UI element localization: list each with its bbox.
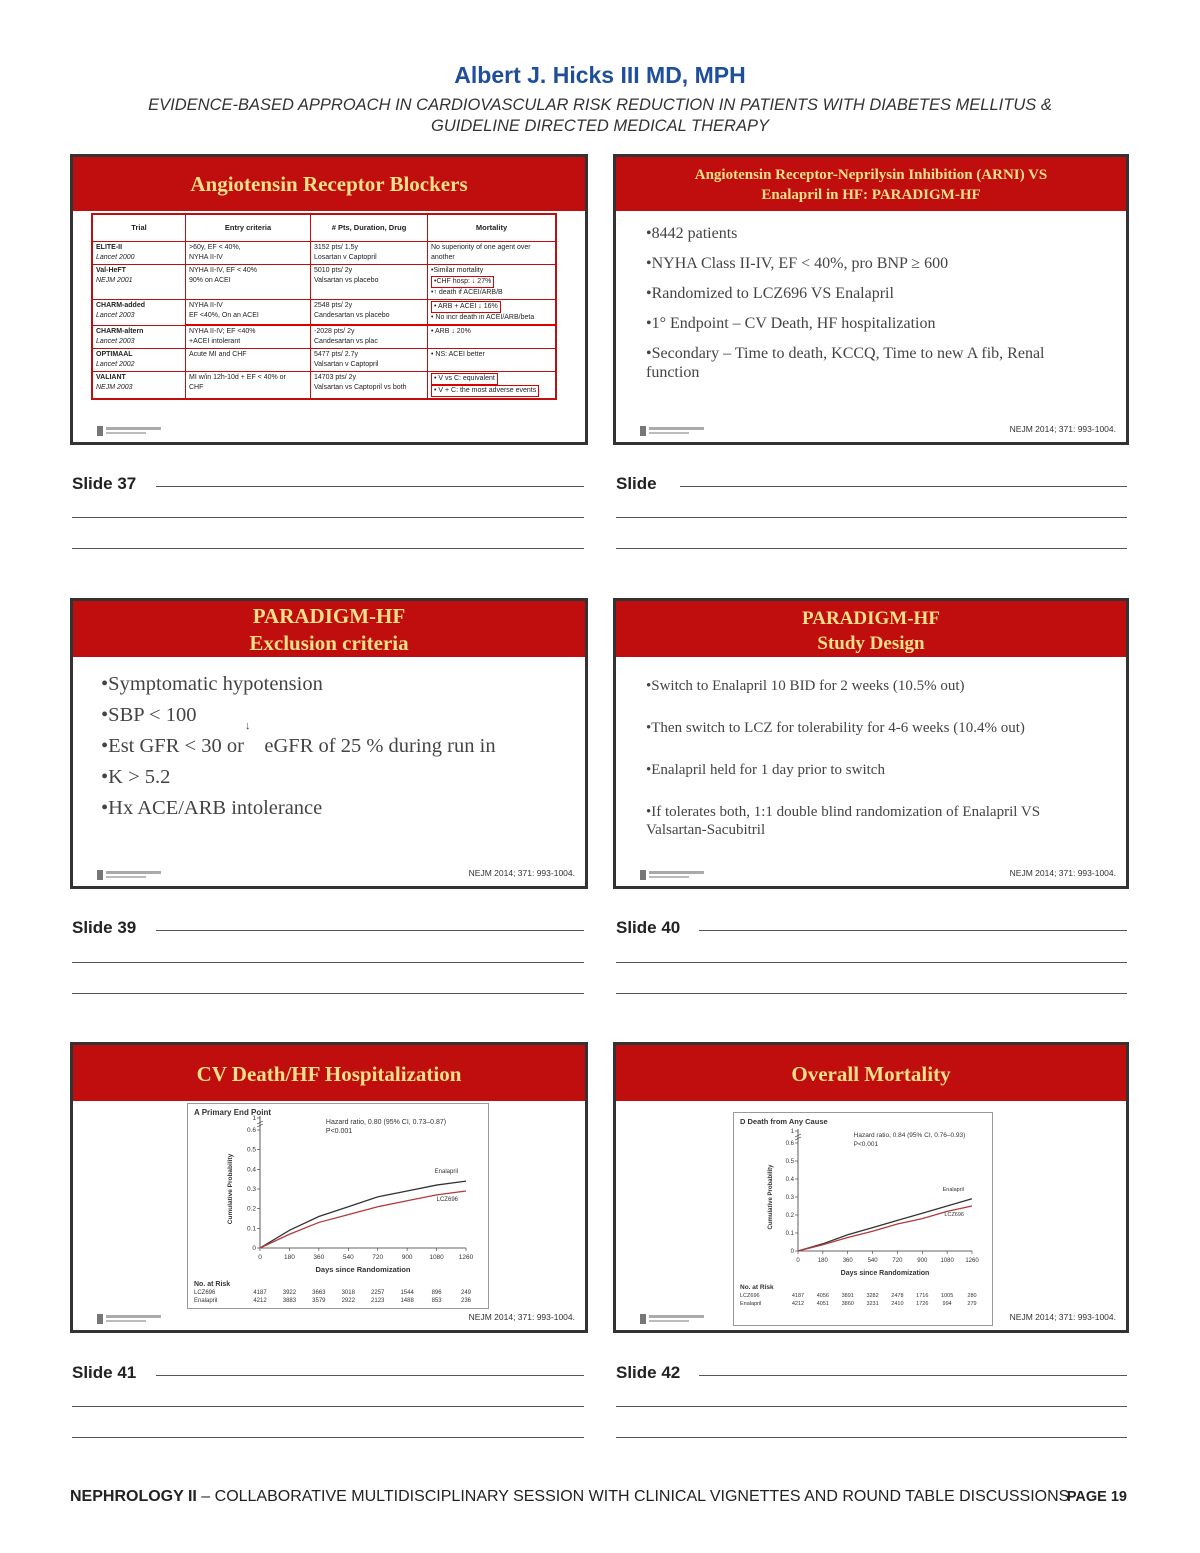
slide-title-bar	[616, 157, 1126, 211]
entry-cell	[186, 349, 311, 372]
trial-name: CHARM-altern	[96, 327, 144, 335]
entry-text: NYHA II-IV	[189, 254, 223, 261]
y-tick-label: 0.1	[246, 1225, 256, 1233]
pts-text: Valsartan vs Captopril vs both	[314, 384, 407, 391]
mortality-line	[431, 243, 552, 253]
entry-text: +ACEI intolerant	[189, 338, 241, 345]
entry-text: NYHA II-IV	[189, 302, 223, 309]
note-line	[616, 1406, 1127, 1407]
entry-line	[189, 383, 307, 393]
pts-line	[314, 266, 424, 276]
at-risk-count: 3860	[841, 1301, 854, 1307]
note-line	[616, 962, 1127, 963]
entry-cell	[186, 300, 311, 326]
bullet-item: •Then switch to LCZ for tolerability for 4-6 weeks (10.4% out)	[646, 720, 1025, 736]
entry-line	[189, 327, 307, 337]
note-line	[616, 993, 1127, 994]
pts-text: Valsartan v Captopril	[314, 361, 379, 368]
at-risk-group-label: Enalapril	[740, 1301, 762, 1307]
note-line	[72, 548, 584, 549]
chart-title: A Primary End Point	[194, 1108, 272, 1117]
bullet-item: •Switch to Enalapril 10 BID for 2 weeks (10.5% out)	[646, 678, 965, 694]
y-tick-label: 0.5	[785, 1159, 794, 1165]
mortality-line	[431, 276, 552, 288]
note-line	[156, 486, 584, 487]
slide-title: CV Death/HF Hospitalization	[196, 1062, 462, 1086]
trial-name: OPTIMAAL	[96, 351, 133, 358]
at-risk-count: 1005	[941, 1293, 954, 1299]
col-header-trial: Trial	[92, 214, 186, 242]
entry-cell	[186, 265, 311, 300]
mortality-cell	[428, 325, 557, 349]
mortality-text: • ARB + ACEI ↓ 16%	[431, 301, 501, 313]
at-risk-count: 4051	[816, 1301, 829, 1307]
bullet-item: •Randomized to LCZ696 VS Enalapril	[646, 285, 894, 302]
mortality-line	[431, 313, 552, 323]
pts-text: 14703 pts/ 2y	[314, 374, 357, 381]
x-tick-label: 900	[917, 1258, 928, 1264]
bullet-item: •Hx ACE/ARB intolerance	[101, 797, 323, 819]
at-risk-count: 3891	[841, 1293, 854, 1299]
entry-line	[189, 243, 307, 253]
y-tick-label: 0.2	[246, 1205, 256, 1213]
trial-cell	[92, 265, 186, 300]
y-tick-label: 0.1	[785, 1231, 794, 1237]
at-risk-count: 3579	[312, 1298, 326, 1304]
at-risk-count: 2922	[341, 1298, 355, 1304]
entry-cell	[186, 325, 311, 349]
slide-bullets	[646, 225, 1045, 383]
series-label: LCZ696	[436, 1196, 458, 1203]
pts-line	[314, 243, 424, 253]
bullet-item: function	[646, 364, 700, 381]
at-risk-count: 280	[967, 1293, 977, 1299]
km-chart-mortality	[733, 1112, 993, 1326]
document-subtitle	[140, 95, 1060, 137]
pts-line	[314, 253, 424, 263]
pts-line	[314, 337, 424, 347]
x-tick-label: 0	[796, 1258, 800, 1264]
y-tick-label: 0.3	[246, 1186, 256, 1193]
bullet-item: •1° Endpoint – CV Death, HF hospitalization	[646, 315, 936, 332]
at-risk-count: 3663	[312, 1290, 326, 1296]
y-tick-label: 0.5	[246, 1146, 256, 1154]
y-tick-label: 0.6	[785, 1141, 794, 1147]
note-line	[156, 930, 584, 931]
entry-text: MI w/in 12h-10d + EF < 40% or	[189, 374, 286, 381]
pts-text: -2028 pts/ 2y	[314, 328, 355, 335]
pts-line	[314, 373, 424, 383]
at-risk-count: 4187	[791, 1293, 805, 1299]
entry-line	[189, 276, 307, 286]
entry-text: >60y, EF < 40%,	[189, 244, 241, 251]
x-tick-label: 540	[342, 1254, 354, 1261]
pts-cell	[311, 349, 428, 372]
pts-line	[314, 301, 424, 311]
x-tick-label: 540	[867, 1258, 878, 1264]
mortality-text: • V + C: the most adverse events	[431, 385, 539, 397]
mortality-cell	[428, 300, 557, 326]
slide-38-label: Slide	[616, 474, 657, 493]
mortality-cell	[428, 372, 557, 400]
subtitle-line-2: GUIDELINE DIRECTED MEDICAL THERAPY	[430, 117, 769, 135]
at-risk-count: 994	[942, 1301, 952, 1307]
hazard-ratio-text: Hazard ratio, 0.80 (95% CI, 0.73–0.87)	[325, 1119, 447, 1126]
at-risk-count: 1544	[400, 1290, 414, 1296]
author-name: Albert J. Hicks III MD, MPH	[454, 62, 746, 88]
pts-text: 3152 pts/ 1.5y	[314, 244, 358, 251]
mortality-line	[431, 350, 552, 360]
x-tick-label: 0	[258, 1254, 262, 1261]
at-risk-group-label: Enalapril	[194, 1298, 218, 1304]
slide-41-label: Slide 41	[72, 1363, 137, 1382]
trial-journal: Lancet 2003	[96, 337, 135, 345]
slide-41	[70, 1042, 588, 1333]
mortality-text: •↑ death if ACEI/ARB/B	[431, 289, 503, 296]
slide-title-line-2: Enalapril in HF: PARADIGM-HF	[761, 187, 981, 203]
series-label: LCZ696	[944, 1212, 964, 1218]
note-line	[699, 930, 1127, 931]
trial-name: Val-HeFT	[96, 267, 126, 274]
trial-cell	[92, 300, 186, 326]
slide-title-line-2: Study Design	[817, 633, 925, 654]
trial-cell	[92, 372, 186, 400]
mortality-cell	[428, 242, 557, 265]
subtitle-line-1: EVIDENCE-BASED APPROACH IN CARDIOVASCULAR RISK REDUCTION IN PATIENTS WITH DIABETES MELLITUS &	[148, 96, 1052, 114]
arb-trials-table	[91, 213, 557, 400]
series-label: Enalapril	[942, 1186, 964, 1193]
note-line	[680, 486, 1127, 487]
mortality-line	[431, 301, 552, 313]
entry-text: NYHA II-IV; EF <40%	[189, 328, 256, 335]
at-risk-count: 3922	[282, 1290, 297, 1296]
note-line	[72, 1406, 584, 1407]
mortality-line	[431, 288, 552, 298]
decrease-arrow-icon: ↓	[245, 720, 251, 732]
bullet-item: Valsartan-Sacubitril	[646, 822, 766, 838]
note-line	[72, 1437, 584, 1438]
series-label: Enalapril	[434, 1169, 458, 1176]
mortality-text: •Similar mortality	[431, 267, 484, 274]
bullet-item: •Enalapril held for 1 day prior to switch	[646, 762, 885, 778]
trial-cell	[92, 325, 186, 349]
slide-42	[613, 1042, 1129, 1333]
x-tick-label: 900	[401, 1254, 413, 1261]
at-risk-count: 2478	[891, 1293, 904, 1299]
at-risk-count: 2123	[371, 1298, 385, 1304]
university-logo	[97, 870, 161, 880]
at-risk-group-label: LCZ696	[194, 1290, 216, 1296]
at-risk-count: 249	[460, 1290, 472, 1296]
entry-line	[189, 350, 307, 360]
pts-line	[314, 327, 424, 337]
note-line	[72, 517, 584, 518]
x-tick-label: 720	[892, 1258, 903, 1264]
trial-cell	[92, 242, 186, 265]
chart-title: D Death from Any Cause	[740, 1117, 828, 1126]
at-risk-count: 4187	[253, 1290, 267, 1296]
y-tick-label: 1	[790, 1129, 794, 1135]
y-tick-label: 0.2	[785, 1213, 794, 1219]
x-tick-label: 1080	[940, 1258, 954, 1264]
x-tick-label: 360	[842, 1258, 853, 1264]
slide-citation: NEJM 2014; 371: 993-1004.	[1009, 868, 1116, 878]
at-risk-count: 896	[431, 1290, 442, 1296]
mortality-line	[431, 266, 552, 276]
slide-title-line-1: PARADIGM-HF	[802, 608, 940, 629]
pts-cell	[311, 242, 428, 265]
pts-cell	[311, 372, 428, 400]
trial-journal: Lancet 2002	[96, 361, 135, 368]
entry-text: CHF	[189, 384, 204, 391]
note-line	[72, 962, 584, 963]
mortality-text: •CHF hosp: ↓ 27%	[431, 276, 494, 288]
entry-line	[189, 337, 307, 347]
trial-journal: Lancet 2000	[96, 254, 135, 261]
x-axis-label: Days since Randomization	[315, 1265, 411, 1274]
slide-title: Angiotensin Receptor Blockers	[190, 172, 468, 196]
trial-cell	[92, 349, 186, 372]
slide-citation: NEJM 2014; 371: 993-1004.	[468, 1312, 575, 1322]
mortality-line	[431, 373, 552, 385]
slide-title-line-1: PARADIGM-HF	[252, 604, 406, 628]
entry-text: 90% on ACEI	[189, 277, 231, 284]
x-tick-label: 180	[817, 1258, 828, 1264]
x-tick-label: 720	[372, 1254, 384, 1261]
km-chart-svg	[734, 1113, 992, 1325]
slide-40	[613, 598, 1129, 889]
pts-text: 5477 pts/ 2.7y	[314, 351, 358, 358]
entry-line	[189, 253, 307, 263]
mortality-line	[431, 385, 552, 397]
mortality-text: another	[431, 254, 455, 261]
mortality-line	[431, 327, 552, 337]
entry-text: EF <40%, On an ACEI	[189, 312, 259, 319]
pts-cell	[311, 300, 428, 326]
at-risk-count: 1726	[916, 1301, 929, 1307]
x-tick-label: 1260	[458, 1254, 474, 1261]
at-risk-group-label: LCZ696	[740, 1293, 760, 1299]
university-logo	[640, 1314, 704, 1324]
slide-title-line-2: Exclusion criteria	[249, 631, 409, 655]
bullet-item: •NYHA Class II-IV, EF < 40%, pro BNP ≥ 600	[646, 255, 949, 272]
at-risk-count: 279	[967, 1301, 977, 1307]
bullet-item: •K > 5.2	[101, 766, 171, 788]
trial-name: ELITE-II	[96, 244, 123, 251]
pts-text: Losartan v Captopril	[314, 254, 377, 261]
university-logo	[640, 870, 704, 880]
note-line	[156, 1375, 584, 1376]
at-risk-count: 3883	[282, 1298, 297, 1304]
km-chart-primary	[187, 1103, 489, 1309]
pts-line	[314, 350, 424, 360]
at-risk-count: 1716	[916, 1293, 929, 1299]
table-row	[92, 242, 556, 265]
trial-journal: NEJM 2001	[96, 277, 133, 284]
slide-40-label: Slide 40	[616, 918, 681, 937]
table-row	[92, 265, 556, 300]
bullet-item: •8442 patients	[646, 225, 738, 242]
note-line	[616, 1437, 1127, 1438]
km-chart-svg	[188, 1104, 488, 1308]
col-header-pts: # Pts, Duration, Drug	[311, 214, 428, 242]
mortality-text: • V vs C: equivalent	[431, 373, 498, 385]
y-axis-label: Cumulative Probability	[227, 1153, 234, 1225]
page-number: PAGE 19	[1066, 1489, 1127, 1505]
at-risk-count: 853	[431, 1298, 442, 1304]
p-value-text: P<0.001	[853, 1141, 879, 1148]
slide-title-bar	[73, 601, 585, 657]
trial-journal: NEJM 2003	[96, 384, 133, 391]
bullet-item: •Secondary – Time to death, KCCQ, Time to new A fib, Renal	[646, 345, 1045, 362]
bullet-item: •If tolerates both, 1:1 double blind randomization of Enalapril VS	[646, 804, 1041, 820]
university-logo	[97, 426, 161, 436]
slide-title-bar	[73, 1045, 585, 1101]
mortality-text: • No incr death in ACEI/ARB/beta	[431, 314, 535, 321]
page-footer	[70, 1488, 1069, 1506]
slide-title: Overall Mortality	[791, 1062, 951, 1086]
pts-line	[314, 360, 424, 370]
note-line	[616, 517, 1127, 518]
bullet-item: •Symptomatic hypotension	[101, 673, 323, 695]
pts-line	[314, 276, 424, 286]
y-tick-label: 0	[252, 1245, 256, 1252]
entry-line	[189, 301, 307, 311]
y-tick-label: 1	[252, 1115, 256, 1122]
trial-journal: Lancet 2003	[96, 312, 135, 319]
entry-line	[189, 373, 307, 383]
trial-name: CHARM-added	[96, 302, 145, 309]
at-risk-title: No. at Risk	[194, 1281, 231, 1288]
entry-line	[189, 311, 307, 321]
slide-citation: NEJM 2014; 371: 993-1004.	[1009, 1312, 1116, 1322]
at-risk-count: 4212	[253, 1298, 267, 1304]
pts-text: Candesartan vs placebo	[314, 312, 390, 319]
slide-39	[70, 598, 588, 889]
x-tick-label: 1260	[965, 1258, 979, 1264]
y-tick-label: 0	[790, 1249, 794, 1255]
mortality-cell	[428, 265, 557, 300]
series-line-lcz696	[260, 1191, 466, 1248]
at-risk-count: 3282	[866, 1293, 879, 1299]
slide-37	[70, 154, 588, 445]
pts-text: 2548 pts/ 2y	[314, 302, 353, 309]
bullet-item: •Est GFR < 30 or eGFR of 25 % during run in	[101, 735, 496, 757]
mortality-text: • NS: ACEI better	[431, 351, 485, 358]
slide-title-bar	[616, 1045, 1126, 1101]
university-logo	[97, 1314, 161, 1324]
mortality-line	[431, 253, 552, 263]
slide-citation: NEJM 2014; 371: 993-1004.	[468, 868, 575, 878]
y-tick-label: 0.4	[785, 1177, 794, 1183]
slide-title-bar	[73, 157, 585, 211]
pts-line	[314, 311, 424, 321]
slide-title-bar	[616, 601, 1126, 657]
at-risk-count: 1488	[400, 1298, 414, 1304]
at-risk-title: No. at Risk	[740, 1284, 774, 1291]
table-row	[92, 372, 556, 400]
pts-line	[314, 383, 424, 393]
pts-text: Valsartan vs placebo	[314, 277, 379, 284]
mortality-text: • ARB ↓ 20%	[431, 328, 471, 335]
at-risk-count: 3018	[341, 1290, 355, 1296]
x-tick-label: 360	[313, 1254, 325, 1261]
y-tick-label: 0.3	[785, 1195, 794, 1201]
footer-course-description: – COLLABORATIVE MULTIDISCIPLINARY SESSION WITH CLINICAL VIGNETTES AND ROUND TABLE DISCUSSIONS	[196, 1488, 1070, 1505]
trial-name: VALIANT	[96, 374, 126, 381]
at-risk-count: 3231	[866, 1301, 879, 1307]
hazard-ratio-text: Hazard ratio, 0.84 (95% CI, 0.76–0.93)	[853, 1132, 966, 1139]
series-line-enalapril	[260, 1181, 466, 1248]
col-header-mortality: Mortality	[428, 214, 557, 242]
slide-bullets	[646, 678, 1040, 840]
pts-text: Candesartan vs plac	[314, 338, 378, 345]
pts-text: 5010 pts/ 2y	[314, 267, 353, 274]
at-risk-count: 236	[460, 1298, 472, 1304]
entry-cell	[186, 242, 311, 265]
series-line-enalapril	[798, 1199, 972, 1251]
entry-text: NYHA II-IV, EF < 40%	[189, 267, 258, 274]
entry-line	[189, 266, 307, 276]
x-tick-label: 1080	[429, 1254, 444, 1261]
university-logo	[640, 426, 704, 436]
slide-42-label: Slide 42	[616, 1363, 681, 1382]
table-row	[92, 300, 556, 326]
note-line	[699, 1375, 1127, 1376]
bullet-item: •SBP < 100	[101, 704, 197, 726]
p-value-text: P<0.001	[325, 1128, 353, 1135]
table-row	[92, 349, 556, 372]
slide-39-label: Slide 39	[72, 918, 137, 937]
x-tick-label: 180	[283, 1254, 295, 1261]
col-header-entry: Entry criteria	[186, 214, 311, 242]
table-row	[92, 325, 556, 349]
y-tick-label: 0.4	[246, 1166, 256, 1174]
slide-arni	[613, 154, 1129, 445]
note-line	[616, 548, 1127, 549]
slide-37-label: Slide 37	[72, 474, 137, 493]
footer-course-name: NEPHROLOGY II	[70, 1488, 197, 1505]
slide-citation: NEJM 2014; 371: 993-1004.	[1009, 424, 1116, 434]
at-risk-count: 4056	[816, 1293, 829, 1299]
entry-cell	[186, 372, 311, 400]
pts-cell	[311, 325, 428, 349]
note-line	[72, 993, 584, 994]
at-risk-count: 2257	[371, 1290, 385, 1296]
slide-title-line-1: Angiotensin Receptor-Neprilysin Inhibition (ARNI) VS	[694, 167, 1048, 183]
pts-cell	[311, 265, 428, 300]
entry-text: Acute MI and CHF	[189, 351, 247, 358]
slide-bullets	[101, 673, 496, 828]
at-risk-count: 4212	[791, 1301, 805, 1307]
x-axis-label: Days since Randomization	[840, 1270, 930, 1277]
table-header-row	[92, 214, 556, 242]
y-tick-label: 0.6	[246, 1127, 256, 1134]
mortality-text: No superiority of one agent over	[431, 244, 531, 251]
at-risk-count: 2410	[891, 1301, 904, 1307]
mortality-cell	[428, 349, 557, 372]
y-axis-label: Cumulative Probability	[768, 1164, 774, 1230]
